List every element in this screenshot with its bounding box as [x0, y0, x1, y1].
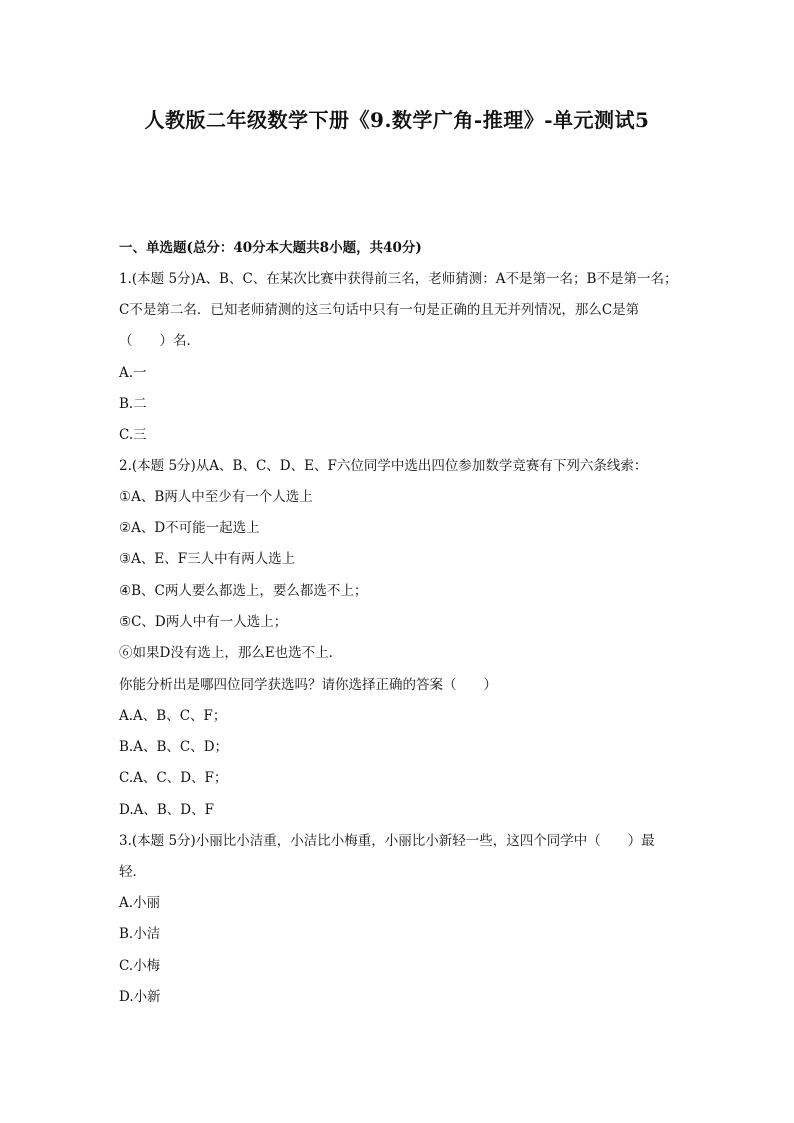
q2-clue-2: ②A、D不可能一起选上 [119, 520, 260, 536]
q1-stem-line-2: C不是第二名．已知老师猜测的这三句话中只有一句是正确的且无并列情况，那么C是第 [119, 302, 640, 318]
q3-option-b: B.小洁 [119, 926, 161, 942]
q2-option-c: C.A、C、D、F； [119, 770, 228, 786]
q2-option-b: B.A、B、C、D； [119, 739, 229, 755]
q2-clue-6: ⑥如果D没有选上，那么E也选不上． [119, 645, 343, 661]
q2-clue-1: ①A、B两人中至少有一个人选上 [119, 489, 313, 505]
q3-option-d: D.小新 [119, 989, 161, 1005]
section-heading: 一、单选题(总分：40分本大题共8小题，共40分) [119, 240, 422, 256]
q2-clue-3: ③A、E、F三人中有两人选上 [119, 551, 296, 567]
q3-stem-line-1: 3.(本题 5分)小丽比小洁重，小洁比小梅重，小丽比小新轻一些，这四个同学中（ ）最 [119, 833, 655, 849]
q1-stem-line-1: 1.(本题 5分)A、B、C、在某次比赛中获得前三名，老师猜测：A不是第一名；B不是第一名； [119, 271, 678, 287]
q2-stem: 2.(本题 5分)从A、B、C、D、E、F六位同学中选出四位参加数学竞赛有下列六条线索： [119, 458, 648, 474]
q3-option-a: A.小丽 [119, 895, 161, 911]
q2-clue-4: ④B、C两人要么都选上，要么都选不上； [119, 583, 368, 599]
q2-question: 你能分析出是哪四位同学获选吗？请你选择正确的答案（ ） [119, 677, 497, 693]
q1-stem-line-3: （ ）名． [119, 333, 200, 349]
q1-option-c: C.三 [119, 427, 147, 443]
q3-stem-line-2: 轻． [119, 864, 146, 880]
document-title: 人教版二年级数学下册《9.数学广角-推理》-单元测试5 [144, 108, 650, 132]
q2-option-d: D.A、B、D、F [119, 802, 214, 818]
q1-option-b: B.二 [119, 396, 147, 412]
q2-clue-5: ⑤C、D两人中有一人选上； [119, 614, 288, 630]
q2-option-a: A.A、B、C、F； [119, 708, 227, 724]
q1-option-a: A.一 [119, 365, 147, 381]
q3-option-c: C.小梅 [119, 958, 161, 974]
